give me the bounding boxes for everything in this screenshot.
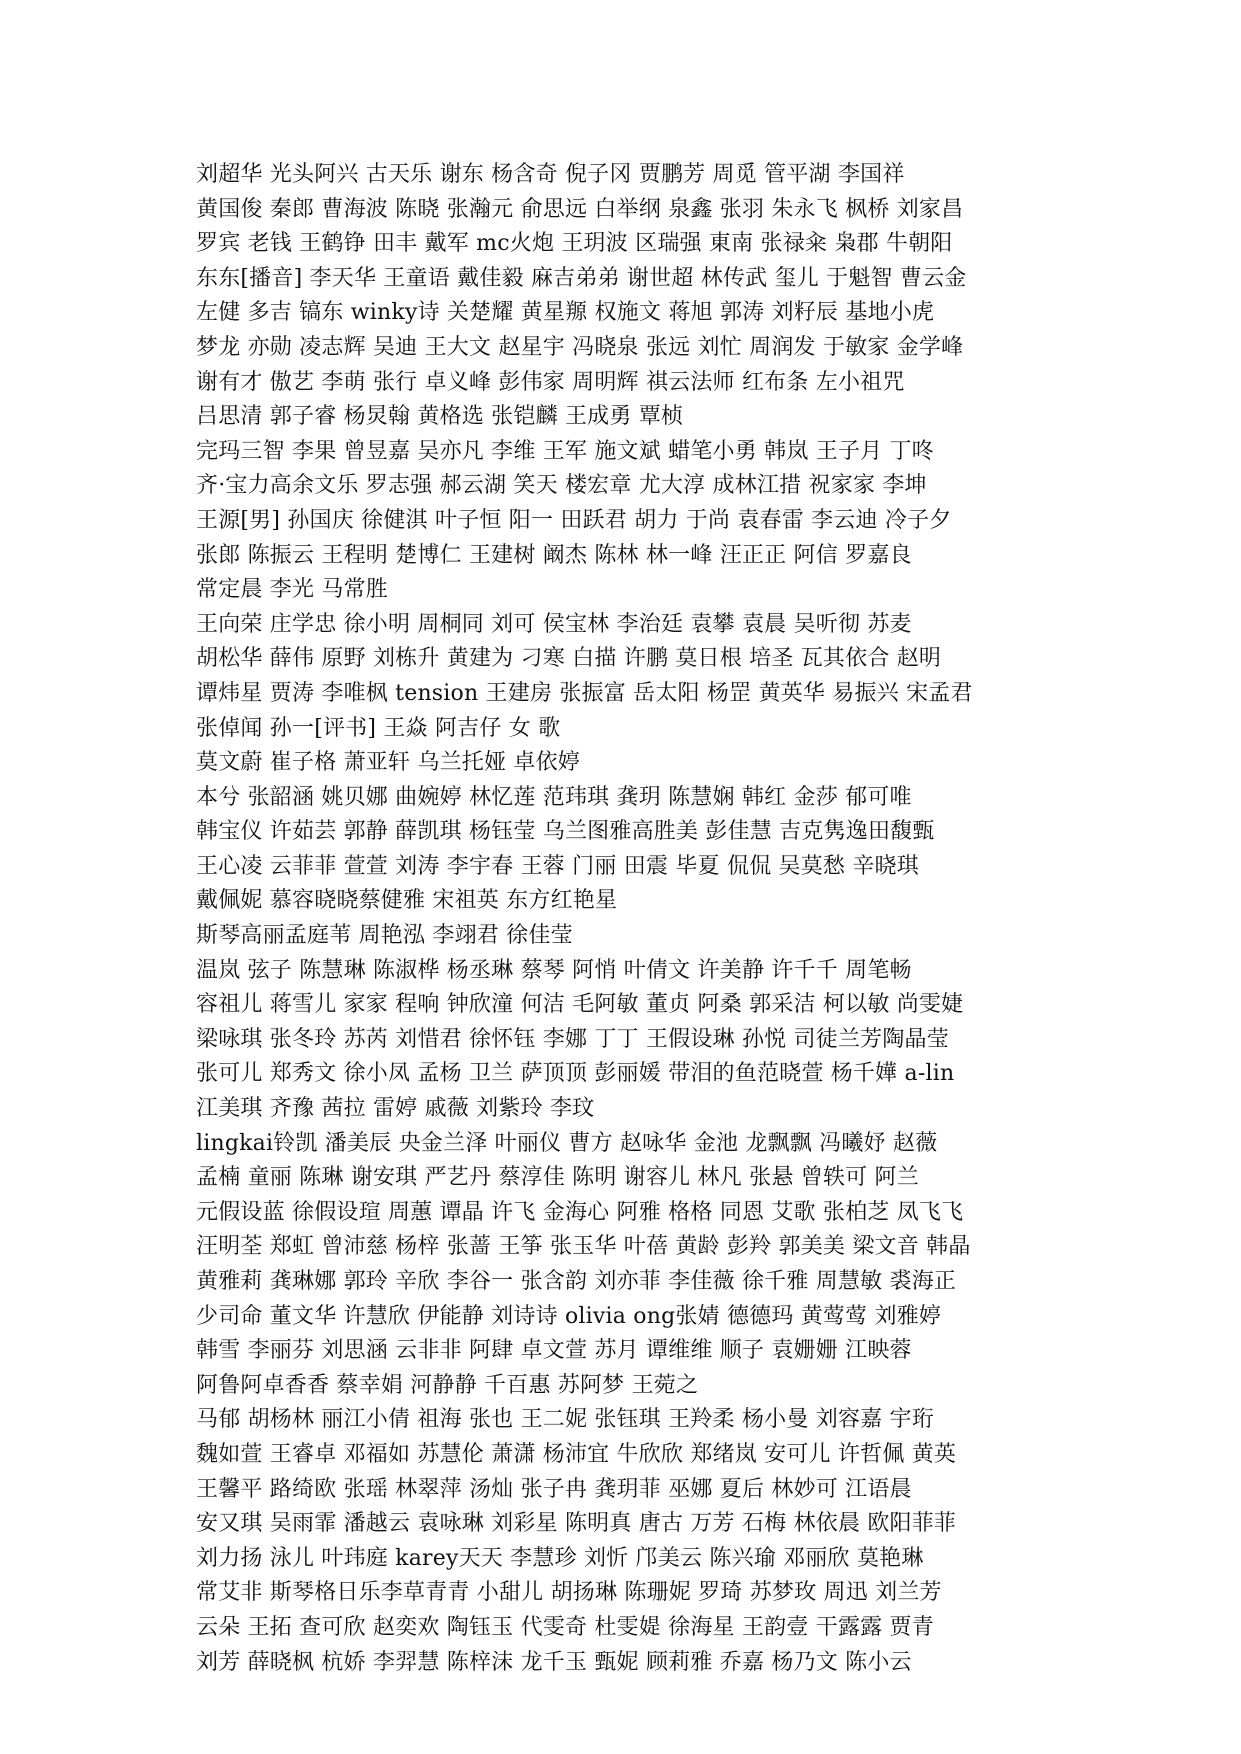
text-line: 吕思清 郭子睿 杨炅翰 黄格选 张铠麟 王成勇 覃桢 — [196, 404, 684, 430]
text-line: 韩雪 李丽芬 刘思涵 云非非 阿肆 卓文萱 苏月 谭维维 顺子 袁姗姗 江映蓉 — [196, 1338, 912, 1364]
text-line: 梦龙 亦勋 凌志辉 吴迪 王大文 赵星宇 冯晓泉 张远 刘忙 周润发 于敏家 金学峰 — [196, 334, 964, 360]
text-line: lingkai铃凯 潘美辰 央金兰泽 叶丽仪 曹方 赵咏华 金池 龙飘飘 冯曦妤 赵薇 — [196, 1130, 938, 1156]
text-line: 王心凌 云菲菲 萱萱 刘涛 李宇春 王蓉 门丽 田震 毕夏 侃侃 吴莫愁 辛晓琪 — [196, 853, 919, 879]
text-line: 张郎 陈振云 王程明 楚博仁 王建树 阚杰 陈林 林一峰 汪正正 阿信 罗嘉良 — [196, 542, 912, 568]
text-line: 马郁 胡杨林 丽江小倩 祖海 张也 王二妮 张钰琪 王羚柔 杨小曼 刘容嘉 宇珩 — [196, 1407, 934, 1433]
text-line: 安又琪 吴雨霏 潘越云 袁咏琳 刘彩星 陈明真 唐古 万芳 石梅 林依晨 欧阳菲菲 — [196, 1511, 957, 1537]
text-line: 魏如萱 王睿卓 邓福如 苏慧伦 萧潇 杨沛宜 牛欣欣 郑绪岚 安可儿 许哲佩 黄英 — [196, 1441, 957, 1467]
text-line: 本兮 张韶涵 姚贝娜 曲婉婷 林忆莲 范玮琪 龚玥 陈慧娴 韩红 金莎 郁可唯 — [196, 784, 912, 810]
text-line: 斯琴高丽孟庭苇 周艳泓 李翊君 徐佳莹 — [196, 923, 573, 949]
text-line: 少司命 董文华 许慧欣 伊能静 刘诗诗 olivia ong张婧 德德玛 黄莺莺 刘雅婷 — [196, 1303, 942, 1329]
text-line: 常艾非 斯琴格日乐李草青青 小甜儿 胡扬琳 陈珊妮 罗琦 苏梦玫 周迅 刘兰芳 — [196, 1580, 942, 1606]
text-line: 刘力扬 泳儿 叶玮庭 karey天天 李慧珍 刘忻 邝美云 陈兴瑜 邓丽欣 莫艳琳 — [196, 1545, 924, 1571]
text-line: 戴佩妮 慕容晓晓蔡健雅 宋祖英 东方红艳星 — [196, 888, 618, 914]
text-line: 王馨平 路绮欧 张瑶 林翠萍 汤灿 张子冉 龚玥菲 巫娜 夏后 林妙可 江语晨 — [196, 1476, 912, 1502]
text-line: 云朵 王拓 查可欣 赵奕欢 陶钰玉 代雯奇 杜雯媞 徐海星 王韵壹 干露露 贾青 — [196, 1614, 934, 1640]
text-line: 容祖儿 蒋雪儿 家家 程响 钟欣潼 何洁 毛阿敏 董贞 阿桑 郭采洁 柯以敏 尚雯婕 — [196, 992, 964, 1018]
text-line: 刘芳 薛晓枫 杭娇 李羿慧 陈梓沫 龙千玉 甄妮 顾莉雅 乔嘉 杨乃文 陈小云 — [196, 1649, 912, 1675]
text-line: 胡松华 薛伟 原野 刘栋升 黄建为 刁寒 白描 许鹏 莫日根 培圣 瓦其依合 赵明 — [196, 646, 942, 672]
text-line: 谢有才 傲艺 李萌 张行 卓义峰 彭伟家 周明辉 祺云法师 红布条 左小祖咒 — [196, 369, 905, 395]
text-line: 王源[男] 孙国庆 徐健淇 叶子恒 阳一 田跃君 胡力 于尚 袁春雷 李云迪 冷子夕 — [196, 507, 952, 533]
text-line: 刘超华 光头阿兴 古天乐 谢东 杨含奇 倪子冈 贾鹏芳 周觅 管平湖 李国祥 — [196, 162, 905, 187]
text-line: 常定晨 李光 马常胜 — [196, 577, 388, 603]
text-line: 阿鲁阿卓香香 蔡幸娟 河静静 千百惠 苏阿梦 王菀之 — [196, 1372, 699, 1398]
text-line: 左健 多吉 镐东 winky诗 关楚耀 黄星羱 权施文 蒋旭 郭涛 刘籽辰 基地小虎 — [196, 300, 935, 326]
text-line: 东东[播音] 李天华 王童语 戴佳毅 麻吉弟弟 谢世超 林传武 玺儿 于魁智 曹云金 — [196, 265, 967, 291]
text-line: 黄雅莉 龚琳娜 郭玲 辛欣 李谷一 张含韵 刘亦菲 李佳薇 徐千雅 周慧敏 裘海正 — [196, 1269, 957, 1294]
text-line: 孟楠 童丽 陈琳 谢安琪 严艺丹 蔡淳佳 陈明 谢容儿 林凡 张悬 曾轶可 阿兰 — [196, 1165, 919, 1191]
text-line: 齐·宝力高余文乐 罗志强 郝云湖 笑天 楼宏章 尤大淳 成林江措 祝家家 李坤 — [196, 473, 927, 499]
text-line: 张倬闻 孙一[评书] 王焱 阿吉仔 女 歌 — [196, 715, 561, 741]
name-list-text-block — [196, 158, 1196, 1680]
text-line: 张可儿 郑秀文 徐小凤 孟杨 卫兰 萨顶顶 彭丽媛 带泪的鱼范晓萱 杨千嬅 a-lin — [196, 1061, 955, 1087]
text-line: 温岚 弦子 陈慧琳 陈淑桦 杨丞琳 蔡琴 阿悄 叶倩文 许美静 许千千 周笔畅 — [196, 957, 912, 983]
text-line: 韩宝仪 许茹芸 郭静 薛凯琪 杨钰莹 乌兰图雅高胜美 彭佳慧 吉克隽逸田馥甄 — [196, 819, 935, 845]
text-line: 谭炜星 贾涛 李唯枫 tension 王建房 张振富 岳太阳 杨罡 黄英华 易振兴 宋孟君 — [196, 680, 973, 706]
text-line: 完玛三智 李果 曾昱嘉 吴亦凡 李维 王军 施文斌 蜡笔小勇 韩岚 王子月 丁咚 — [196, 438, 934, 464]
text-line: 汪明荃 郑虹 曾沛慈 杨梓 张蔷 王筝 张玉华 叶蓓 黄龄 彭羚 郭美美 梁文音 韩晶 — [196, 1234, 971, 1260]
text-line: 罗宾 老钱 王鹤铮 田丰 戴军 mc火炮 王玥波 区瑞强 東南 张禄籴 枭郡 牛朝阳 — [196, 231, 953, 257]
text-line: 王向荣 庄学忠 徐小明 周桐同 刘可 侯宝林 李治廷 袁攀 袁晨 吴听彻 苏麦 — [196, 611, 912, 637]
text-line: 梁咏琪 张冬玲 苏芮 刘惜君 徐怀钰 李娜 丁丁 王假设琳 孙悦 司徒兰芳陶晶莹 — [196, 1026, 949, 1052]
text-line: 元假设蓝 徐假设瑄 周蕙 谭晶 许飞 金海心 阿雅 格格 同恩 艾歌 张柏芝 凤飞飞 — [196, 1199, 964, 1225]
text-line: 莫文蔚 崔子格 萧亚轩 乌兰托娅 卓依婷 — [196, 750, 580, 776]
text-line: 江美琪 齐豫 茜拉 雷婷 戚薇 刘紫玲 李玟 — [196, 1096, 595, 1122]
text-line: 黄国俊 秦郎 曹海波 陈晓 张瀚元 俞思远 白举纲 泉鑫 张羽 朱永飞 枫桥 刘家昌 — [196, 196, 964, 222]
